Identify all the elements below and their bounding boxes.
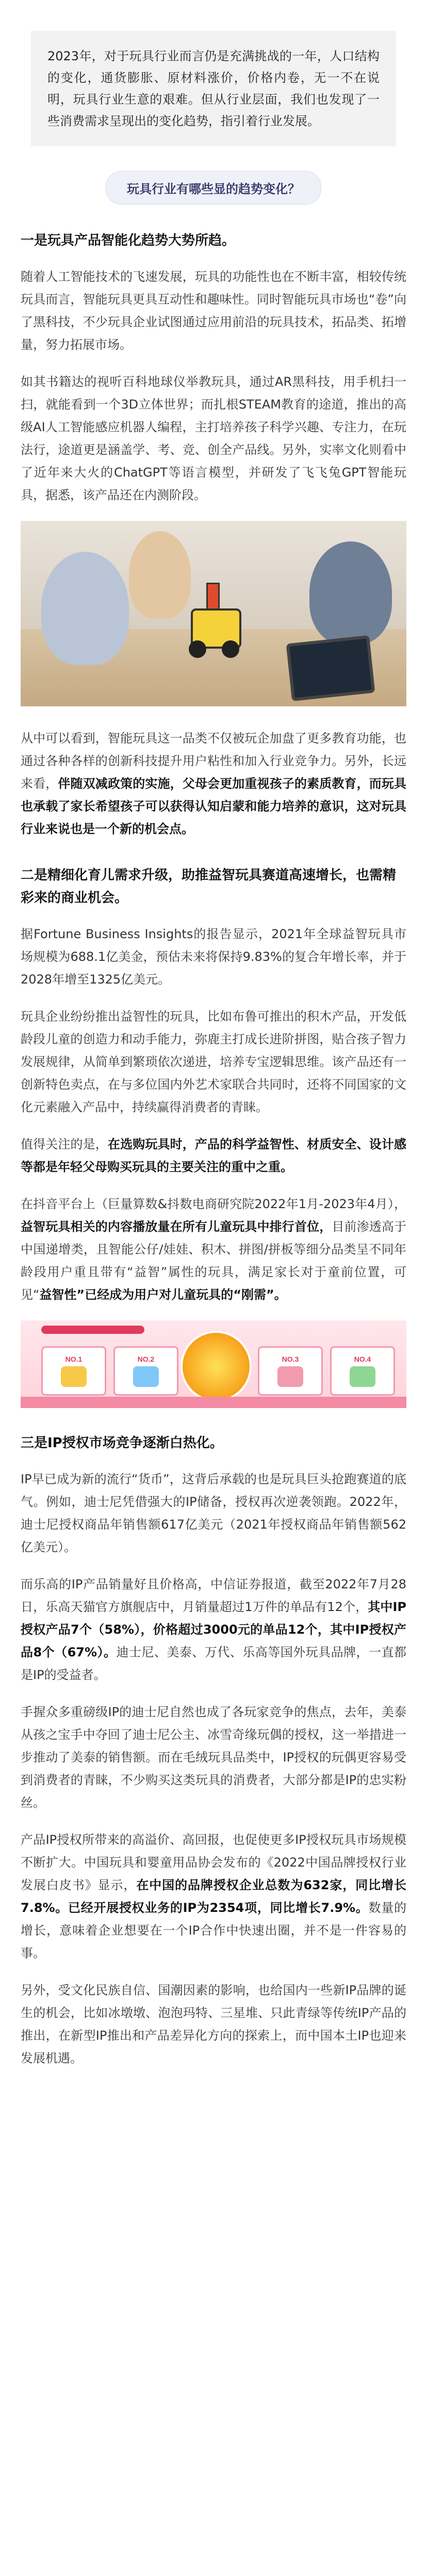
child-center [129, 531, 191, 619]
section-2-heading: 二是精细化育儿需求升级，助推益智玩具赛道高速增长，也需精彩来的商业机会。 [21, 868, 397, 906]
toy-ranking-caption-strip [21, 1397, 406, 1408]
featured-toy [180, 1331, 252, 1402]
section-3-para-4 [21, 1828, 406, 1964]
toy-ranking-title-bar [41, 1326, 144, 1334]
section-banner-title: 玩具行业有哪些显的趋势变化？ [106, 171, 321, 205]
toy-box-2-rank: NO.2 [137, 1355, 155, 1363]
robot-wheel-left [189, 640, 206, 658]
section-1-heading: 一是玩具产品智能化趋势大势所趋。 [21, 233, 236, 248]
robot-wheel-right [222, 640, 239, 658]
toy-box-4-rank: NO.4 [354, 1355, 371, 1363]
section-2-para-4-text-b: 目前渗透高于中国递增类，且智能公仔/娃娃、积木、拼图/拼板等细分品类呈不同年龄段用户重且带有“益智”属性的玩具，满足家长对于童前位置，可见“ [21, 1219, 407, 1302]
toy-box-1 [41, 1346, 106, 1396]
section-2-para-2: 玩具企业纷纷推出益智性的玩具，比如布鲁可推出的积木产品，开发低龄段儿童的创造力和动手能力，弥鹿主打成长进阶拼图，贴合孩子智力发展规律，从简单到繁琐依次递进，培养专宝逻辑思维。该产品还有一创新特色卖点，在与多位国内外艺术家联合共同时，还将不同国家的文化元素融入产品中，持续赢得消费者的青睐。 [21, 1009, 406, 1114]
child-left [41, 552, 129, 665]
section-3-heading: 三是IP授权市场竞争逐渐白热化。 [21, 1435, 223, 1451]
section-1-para-3-text: 从中可以看到，智能玩具这一品类不仅被玩企加盘了更多教育功能，也通过各种各样的创新科技提升用户粘性和加入行业竞争力。另外，长远来看， [21, 731, 406, 791]
intro-box: 2023年，对于玩具行业而言仍是充满挑战的一年，人口结构的变化，通货膨胀、原材料涨价，价格内卷，无一不在说明，玩具行业生意的艰难。但从行业层面，我们也发现了一些消费需求呈现出的变化趋势，指引着行业发展。 [31, 31, 396, 146]
toy-box-3 [258, 1346, 323, 1396]
section-2-para-4 [21, 1193, 406, 1306]
toy-box-4-toy [350, 1366, 375, 1387]
section-3-para-1: IP早已成为新的流行“货币”，这背后承载的也是玩具巨头抢跑赛道的底气。例如，迪士尼凭借强大的IP储备，授权再次逆袭领跑。2022年，迪士尼授权商品年销售额617亿美元（2021年授权商品年销售额562亿美元）。 [21, 1472, 406, 1554]
section-2-para-3-bold: 在选购玩具时，产品的科学益智性、材质安全、设计感等都是年轻父母购买玩具的主要关注的重中之重。 [21, 1137, 407, 1174]
section-3-para-2 [21, 1573, 406, 1686]
section-2-para-4-text-a: 在抖音平台上（巨量算数&抖数电商研究院2022年1月-2023年4月）， [21, 1197, 406, 1211]
section-1-para-2: 如其书籍达的视听百科地球仪举教玩具，通过AR黑科技，用手机扫一扫，就能看到一个3D立体世界；而扎根STEAM教育的途道，推出的高级AI人工智能感应机器人编程，主打培养孩子科学兴趣、专注力，在玩法行，途道更是涵盖学、考、竞、创全产品线。另外，实率文化则看中了近年来大火的ChatGPT等语言模型，并研发了飞飞兔GPT智能玩具，据悉，该产品还在内测阶段。 [21, 375, 406, 502]
section-3-para-2-bold: 其中IP授权产品7个（58%），价格超过3000元的单品12个，其中IP授权产品8个（67%）。 [21, 1600, 406, 1659]
toy-box-1-toy [61, 1366, 87, 1387]
section-3-para-4-text-a: 产品IP授权所带来的高溢价、高回报，也促使更多IP授权玩具市场规模不断扩大。中国玩具和婴童用品协会发布的《2022中国品牌授权行业发展白皮书》显示， [21, 1833, 406, 1892]
section-3-para-2-text-b: 迪士尼、美泰、万代、乐高等国外玩具品牌，一直都是IP的受益者。 [21, 1645, 407, 1682]
section-1-para-1: 随着人工智能技术的飞速发展，玩具的功能性也在不断丰富，相较传统玩具而言，智能玩具更具互动性和趣味性。同时智能玩具市场也“卷”向了黑科技，不少玩具企业试图通过应用前沿的玩具技术，拓品类、拓增量，努力拓展市场。 [21, 269, 406, 352]
toy-ranking-image [21, 1320, 406, 1408]
section-3-para-2-text-a: 而乐高的IP产品销量好且价格高，中信证券报道，截至2022年7月28日，乐高天猫官方旗舰店中，月销量超过1万件的单品有12个， [21, 1577, 406, 1614]
toy-box-2-toy [133, 1366, 159, 1387]
section-2-para-1: 据Fortune Business Insights的报告显示，2021年全球益智玩具市场规模为688.1亿美金，预估未来将保持9.83%的复合年增长率，并于2028年增至1325亿美元。 [21, 927, 406, 987]
section-3-para-4-bold: 在中国的品牌授权企业总数为632家，同比增长7.8%。已经开展授权业务的IP为2354项，同比增长7.9%。 [21, 1878, 406, 1915]
tablet-device [286, 635, 375, 701]
section-2-para-4-bold-b: 益智性”已经成为用户对儿童玩具的“刚需”。 [39, 1287, 287, 1302]
section-2-para-4-bold-a: 益智玩具相关的内容播放量在所有儿童玩具中排行首位， [21, 1219, 332, 1234]
toy-box-1-rank: NO.1 [65, 1355, 83, 1363]
section-1-para-3 [21, 727, 406, 840]
kids-robot-photo [21, 521, 406, 706]
toy-box-3-rank: NO.3 [282, 1355, 299, 1363]
section-banner [21, 171, 406, 205]
toy-box-3-toy [277, 1366, 303, 1387]
section-2-para-3 [21, 1133, 406, 1178]
section-1-para-3-bold: 伴随双减政策的实施，父母会更加重视孩子的素质教育，而玩具也承载了家长希望孩子可以获得认知启蒙和能力培养的意识，这对玩具行业来说也是一个新的机会点。 [21, 776, 407, 836]
section-3-para-5: 另外，受文化民族自信、国潮因素的影响，也给国内一些新IP品牌的诞生的机会，比如冰墩墩、泡泡玛特、三星堆、只此青绿等传统IP产品的推出，在新型IP推出和产品差异化方向的探索上，而中国本土IP也迎来发展机遇。 [21, 1983, 406, 2065]
section-3-para-3: 手握众多重磅级IP的迪士尼自然也成了各玩家竞争的焦点，去年，美泰从孩之宝手中夺回了迪士尼公主、冰雪奇缘玩偶的授权，这一举措进一步推动了美泰的销售额。而在毛绒玩具品类中，IP授权的玩偶更容易受到消费者的青睐，不少购买这类玩具的消费者，大部分都是IP的忠实粉丝。 [21, 1705, 406, 1810]
toy-box-4 [330, 1346, 395, 1396]
child-right [309, 541, 392, 645]
toy-box-2 [113, 1346, 178, 1396]
section-3-para-4-text-b: 数量的增长，意味着企业想要在一个IP合作中快速出圈，并不是一件容易的事。 [21, 1901, 406, 1960]
section-2-para-3-text: 值得关注的是， [21, 1137, 108, 1151]
